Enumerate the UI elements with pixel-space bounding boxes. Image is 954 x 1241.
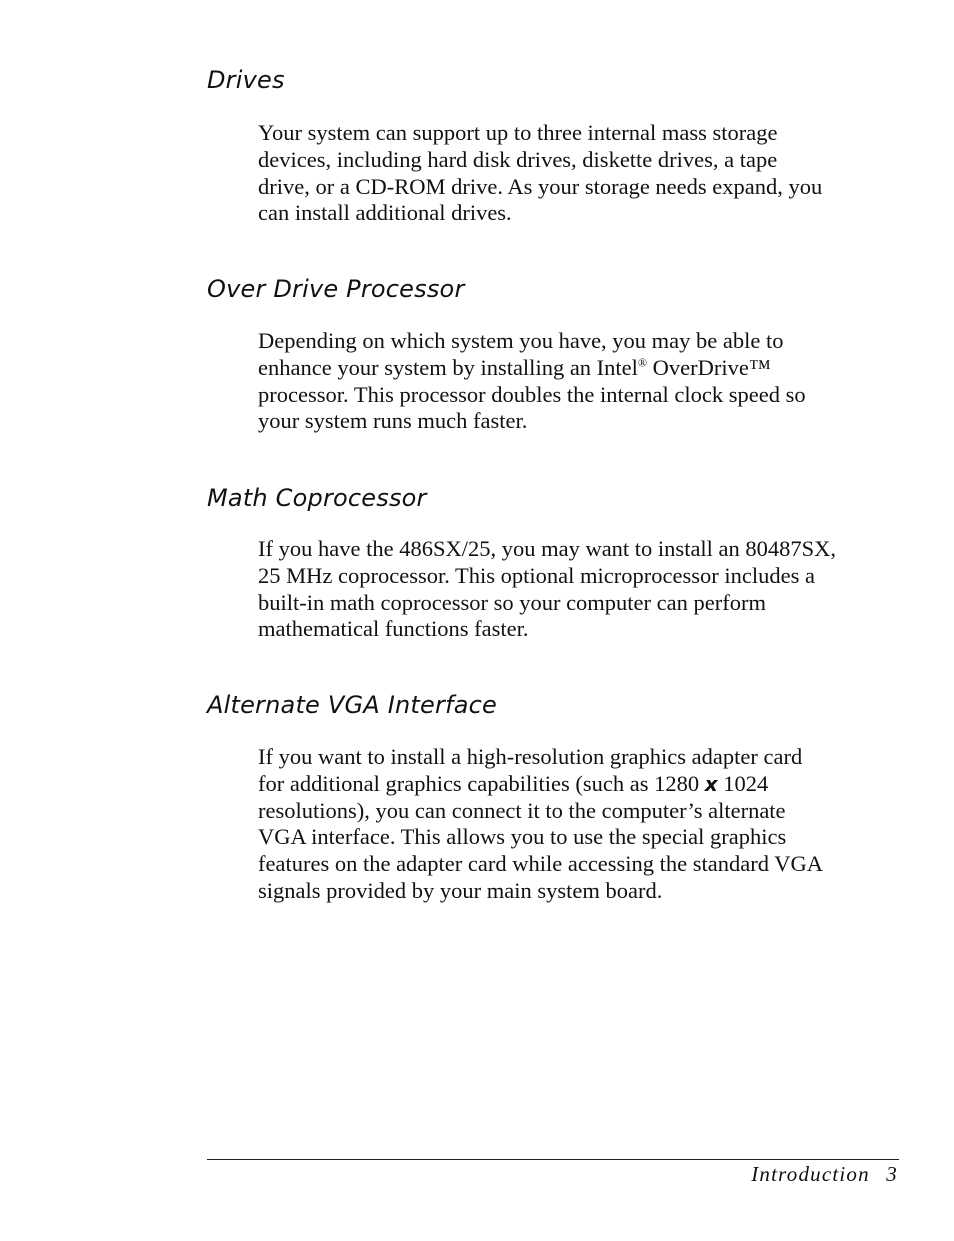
section-heading: Drives [207,66,285,94]
paragraph-line [258,355,898,382]
line-text: for additional graphics capabilities (such as 1280 [258,770,705,796]
paragraph-line: Your system can support up to three internal mass storage [258,120,778,145]
paragraph-line: 25 MHz coprocessor. This optional microprocessor includes a [258,562,815,588]
paragraph-line: VGA interface. This allows you to use the special graphics [258,824,787,850]
paragraph-line: If you want to install a high-resolution graphics adapter card [258,744,803,769]
footer-rule [207,1159,899,1160]
paragraph-line: drive, or a CD-ROM drive. As your storage needs expand, you [258,173,823,199]
paragraph-line: devices, including hard disk drives, diskette drives, a tape [258,146,778,172]
paragraph-line [258,771,898,798]
paragraph-line: your system runs much faster. [258,408,528,434]
section-paragraph [258,536,898,643]
section-paragraph [258,328,898,435]
paragraph-line: can install additional drives. [258,200,512,226]
section-heading: Over Drive Processor [207,275,465,303]
paragraph-line: signals provided by your main system board. [258,877,663,903]
footer-page-number: 3 [886,1162,898,1186]
page-footer [751,1162,898,1187]
registered-mark: ® [637,355,648,370]
paragraph-line: features on the adapter card while accessing the standard VGA [258,851,823,877]
line-text: enhance your system by installing an Intel [258,354,638,380]
section-heading: Alternate VGA Interface [207,691,497,719]
paragraph-line: If you have the 486SX/25, you may want to install an 80487SX, [258,536,837,561]
paragraph-line: built-in math coprocessor so your computer can perform [258,589,766,615]
section-paragraph [258,744,898,905]
multiplication-x: x [704,771,718,796]
paragraph-line: Depending on which system you have, you may be able to [258,328,784,353]
section-paragraph [258,120,898,227]
line-text: 1024 [717,770,769,796]
paragraph-line: processor. This processor doubles the internal clock speed so [258,381,806,407]
section-heading: Math Coprocessor [207,484,427,512]
line-text: OverDrive™ [647,354,771,380]
footer-section-name: Introduction [751,1162,870,1186]
paragraph-line: mathematical functions faster. [258,616,529,642]
paragraph-line: resolutions), you can connect it to the computer’s alternate [258,797,786,823]
